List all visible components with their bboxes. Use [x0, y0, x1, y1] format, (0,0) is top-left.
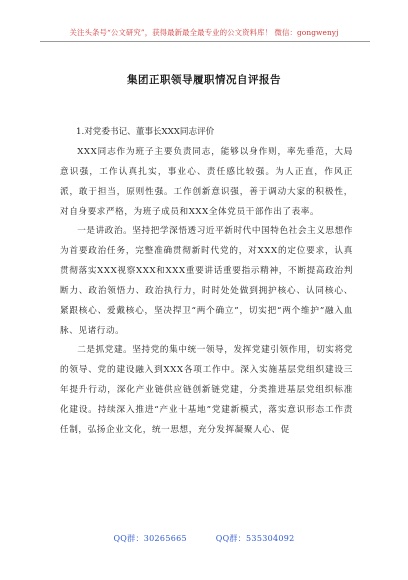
document-body — [60, 143, 353, 441]
paragraph-evaluation: XXX同志作为班子主要负责同志，能够以身作则，率先垂范，大局意识强，工作认真扎实，事业心、责任感比较强。为人正直，作风正派，敢于担当，原则性强。工作创新意识强，善于调动大家的积极性，对自身要求严格，为班子成员和XXX全体党员干部作出了表率。 — [60, 147, 353, 217]
document-title: 集团正职领导履职情况自评报告 — [127, 74, 281, 86]
header-divider — [40, 41, 370, 42]
paragraph-party-building: 二是抓党建。坚持党的集中统一领导，发挥党建引领作用，切实将党的领导、党的建设融入到XXX各项工作中。深入实施基层党组织建设三年提升行动，深化产业链供应链创新链党建，分类推进基层党组织标准化建设。持续深入推进“产业十基地”党建新模式，落实意识形态工作责任制，弘扬企业文化，统一思想，充分发挥凝聚人心、促 — [60, 345, 354, 435]
footer-contact — [0, 533, 408, 544]
paragraph-politics: 一是讲政治。坚持把学深悟透习近平新时代中国特色社会主义思想作为首要政治任务，完整准确贯彻新时代党的，对XXX的定位要求，认真贯彻落实XXX视察XXX和XXX重要讲话重要指示精神，不断提高政治判断力、政治领悟力、政治执行力，时时处处做到拥护核心、认同核心、紧跟核心、爱戴核心，坚决捍卫“两个确立”，切实把“两个维护”融入血脉、见诸行动。 — [60, 226, 354, 336]
footer-qq-group-1: QQ群：30265665 — [113, 534, 187, 543]
section-heading: 1.对党委书记、董事长XXX同志评价 — [76, 127, 215, 137]
footer-qq-group-2: QQ群：535304092 — [215, 534, 295, 543]
header-promo-note: 关注头条号“公文研究”，获得最新最全最专业的公文资料库！ 微信：gongwenyj — [69, 28, 339, 37]
